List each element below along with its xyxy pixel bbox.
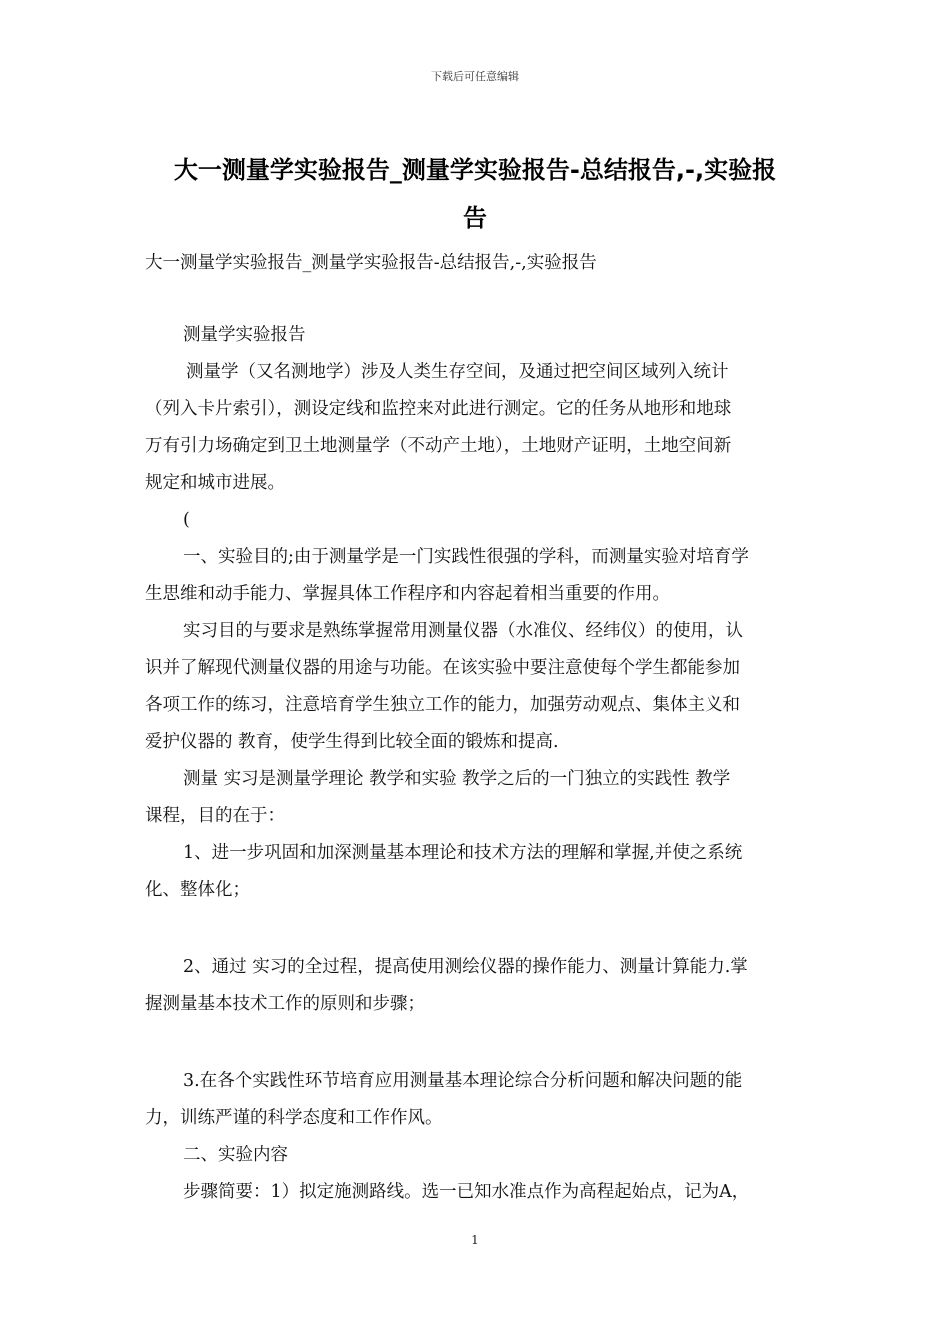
section-heading: 测量学实验报告 — [183, 325, 306, 345]
paragraph-line: 测量 实习是测量学理论 教学和实验 教学之后的一门独立的实践性 教学 — [183, 769, 731, 789]
paragraph-line: （列入卡片索引），测设定线和监控来对此进行测定。它的任务从地形和地球 — [145, 399, 732, 419]
paragraph-line: 生思维和动手能力、掌握具体工作程序和内容起着相当重要的作用。 — [145, 584, 670, 604]
paragraph-line: 2、通过 实习的全过程，提高使用测绘仪器的操作能力、测量计算能力.掌 — [183, 957, 748, 977]
title-line-1: 大一测量学实验报告_测量学实验报告-总结报告,-,实验报 — [173, 156, 777, 184]
paragraph-line: 课程，目的在于： — [145, 806, 285, 826]
subtitle: 大一测量学实验报告_测量学实验报告-总结报告,-,实验报告 — [145, 253, 597, 273]
section-heading: 二、实验内容 — [183, 1145, 288, 1165]
paragraph-line: 一、实验目的;由于测量学是一门实践性很强的学科，而测量实验对培育学 — [183, 547, 749, 567]
paragraph-line: 爱护仪器的 教育，使学生得到比较全面的锻炼和提高. — [145, 732, 559, 752]
paragraph-line: 化、整体化； — [145, 880, 250, 900]
paragraph-line: 各项工作的练习，注意培育学生独立工作的能力，加强劳动观点、集体主义和 — [145, 695, 740, 715]
paragraph-line: 测量学（又名测地学）涉及人类生存空间，及通过把空间区域列入统计 — [186, 362, 729, 382]
paragraph-line: 识并了解现代测量仪器的用途与功能。在该实验中要注意使每个学生都能参加 — [145, 658, 740, 678]
paragraph-line: 握测量基本技术工作的原则和步骤； — [145, 994, 425, 1014]
paragraph-line: 力，训练严谨的科学态度和工作作风。 — [145, 1108, 443, 1128]
paragraph-line: 实习目的与要求是熟练掌握常用测量仪器（水准仪、经纬仪）的使用，认 — [183, 621, 743, 641]
paragraph-line: 3.在各个实践性环节培育应用测量基本理论综合分析问题和解决问题的能 — [183, 1071, 743, 1091]
paragraph-line: 步骤简要：1）拟定施测路线。选一已知水准点作为高程起始点，记为A， — [183, 1182, 750, 1202]
page-number: 1 — [471, 1233, 479, 1247]
document-title — [145, 146, 805, 242]
paragraph-line: ( — [183, 510, 190, 530]
paragraph-line: 1、进一步巩固和加深测量基本理论和技术方法的理解和掌握,并使之系统 — [183, 843, 743, 863]
header-note: 下载后可任意编辑 — [431, 70, 519, 83]
paragraph-line: 万有引力场确定到卫土地测量学（不动产土地），土地财产证明，土地空间新 — [145, 436, 732, 456]
paragraph-line: 规定和城市进展。 — [145, 473, 285, 493]
title-line-2: 告 — [463, 204, 487, 232]
